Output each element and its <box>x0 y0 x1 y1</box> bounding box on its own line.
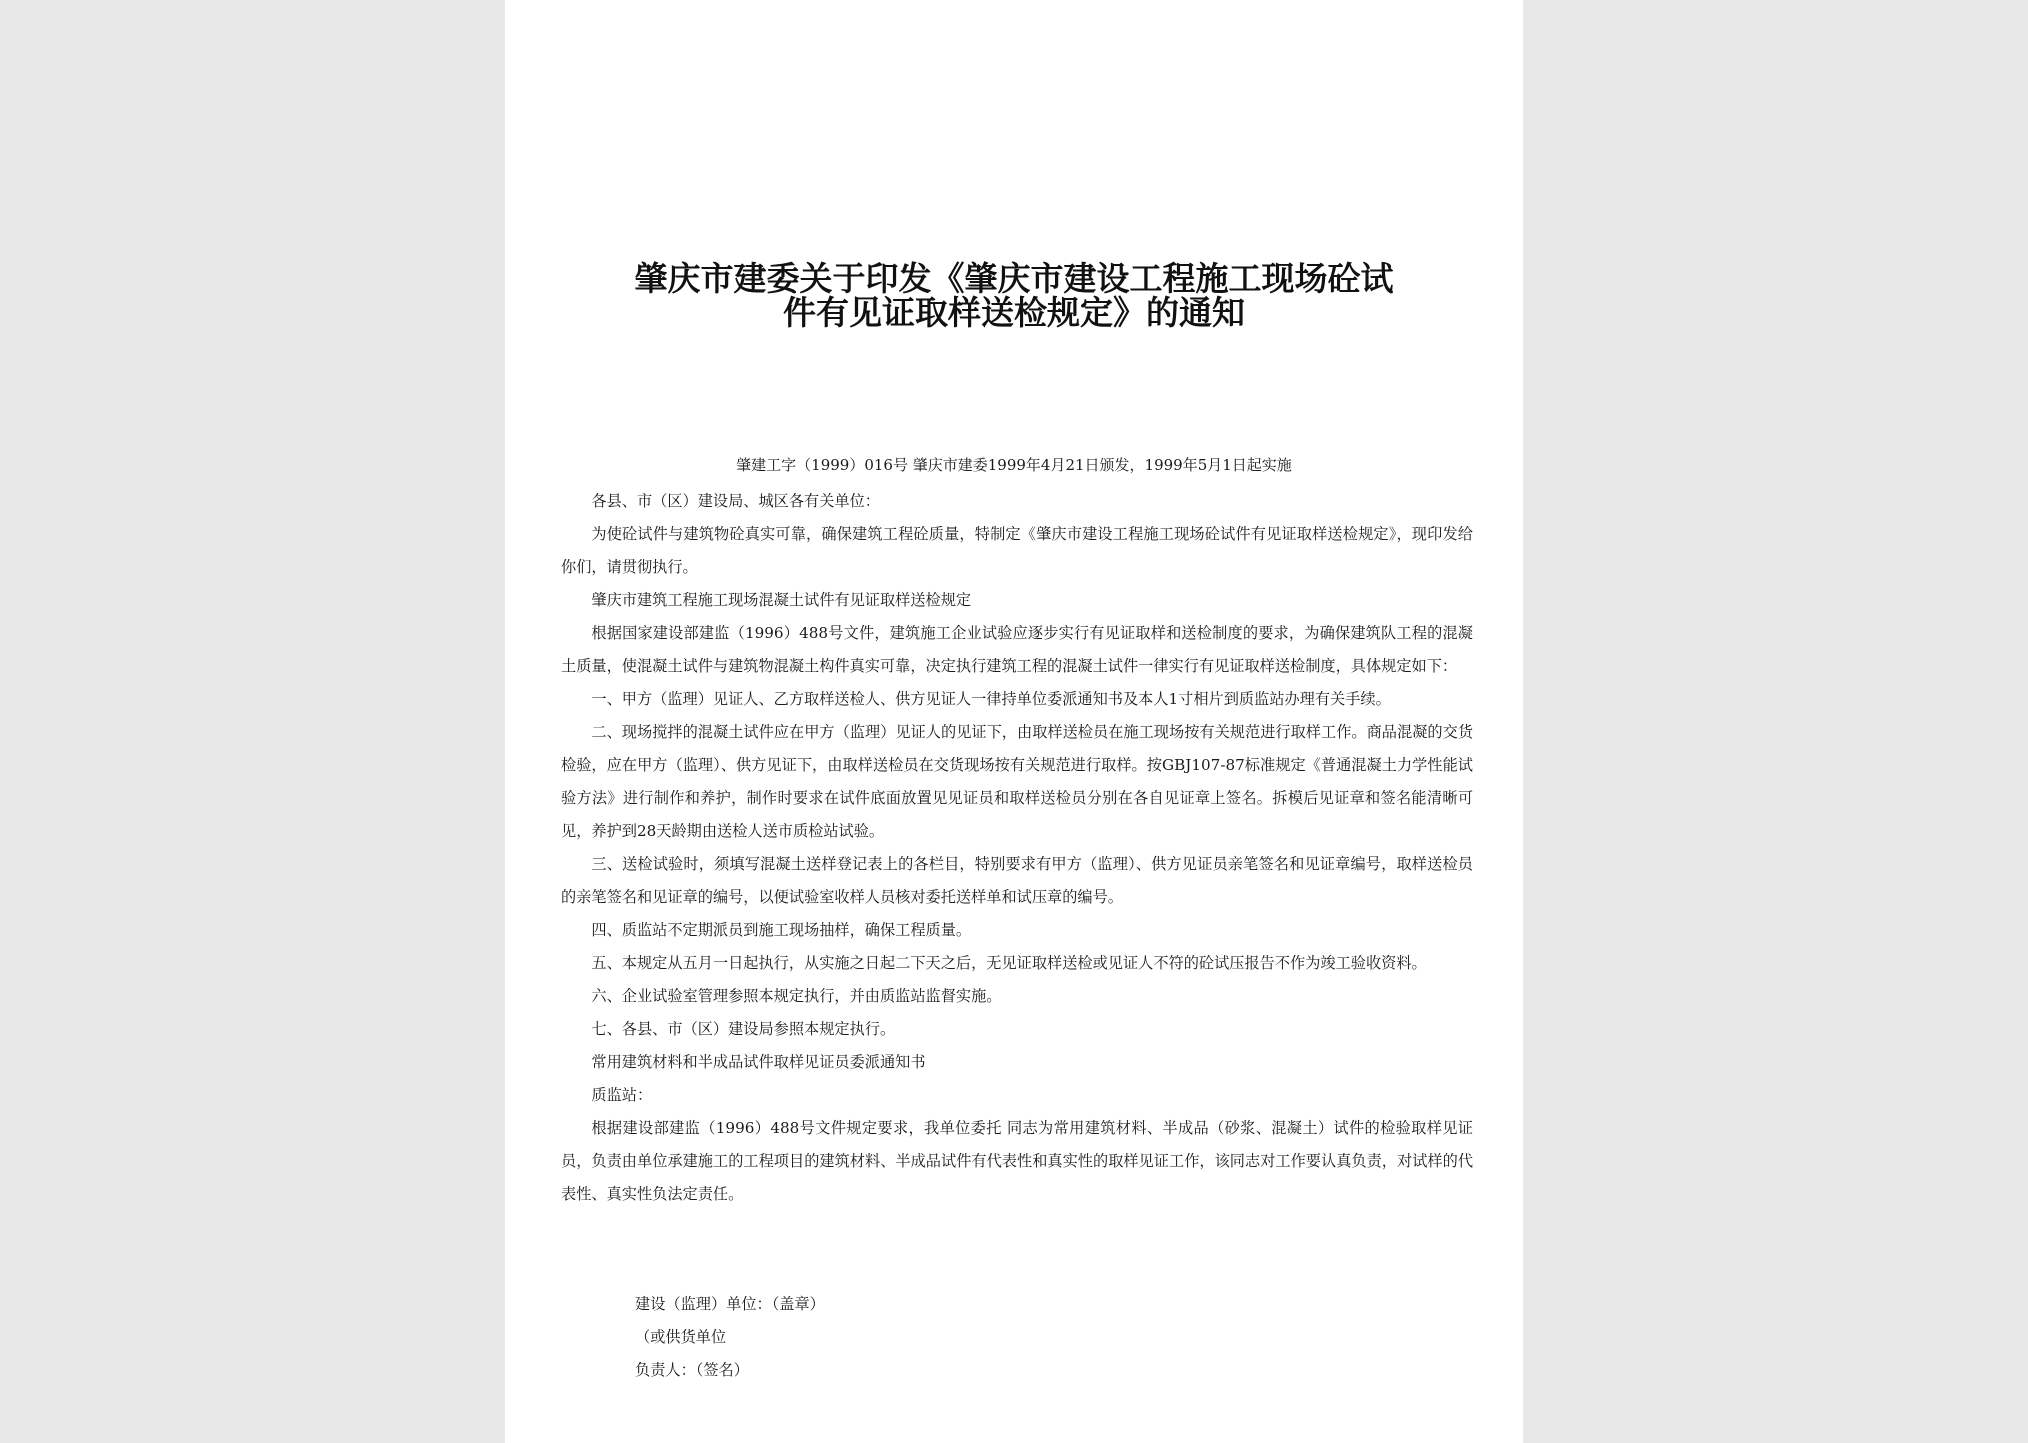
signature-responsible-line: 负责人：（签名） <box>635 1361 749 1379</box>
signature-unit-line: 建设（监理）单位：（盖章） <box>635 1295 825 1313</box>
title-line-2: 件有见证取样送检规定》的通知 <box>783 293 1245 332</box>
item-6: 六、企业试验室管理参照本规定执行，并由质监站监督实施。 <box>591 987 1002 1005</box>
form-title: 常用建筑材料和半成品试件取样见证员委派通知书 <box>591 1053 926 1071</box>
item-3: 三、送检试验时，须填写混凝土送样登记表上的各栏目，特别要求有甲方（监理）、供方见证员亲笔签名和见证章编号，取样送检员的亲笔签名和见证章的编号，以便试验室收样人员核对委托送样单和试压章的编号。 <box>561 855 1473 906</box>
issued-line: 肇建工字（1999）016号 肇庆市建委1999年4月21日颁发，1999年5月1日起实施 <box>736 456 1292 474</box>
signature-supplier-line: （或供货单位 <box>635 1328 727 1346</box>
item-5: 五、本规定从五月一日起执行，从实施之日起二下天之后，无见证取样送检或见证人不符的砼试压报告不作为竣工验收资料。 <box>591 954 1427 972</box>
form-body: 根据建设部建监（1996）488号文件规定要求，我单位委托 同志为常用建筑材料、半成品（砂浆、混凝土）试件的检验取样见证员，负责由单位承建施工的工程项目的建筑材料、半成品试件有代表性和真实性的取样见证工作，该同志对工作要认真负责，对试样的代表性、真实性负法定责任。 <box>561 1119 1473 1203</box>
document-title <box>505 259 1523 332</box>
document-body <box>561 485 1473 1211</box>
regulation-title: 肇庆市建筑工程施工现场混凝土试件有见证取样送检规定 <box>591 591 972 609</box>
item-2: 二、现场搅拌的混凝土试件应在甲方（监理）见证人的见证下，由取样送检员在施工现场按有关规范进行取样工作。商品混凝的交货检验，应在甲方（监理）、供方见证下，由取样送检员在交货现场按有关规范进行取样。按GBJ107-87标准规定《普通混凝土力学性能试验方法》进行制作和养护，制作时要求在试件底面放置见见证员和取样送检员分别在各自见证章上签名。拆模后见证章和签名能清晰可见，养护到28天龄期由送检人送市质检站试验。 <box>561 723 1473 840</box>
form-addressee: 质监站： <box>591 1086 653 1104</box>
regulation-intro: 根据国家建设部建监（1996）488号文件，建筑施工企业试验应逐步实行有见证取样和送检制度的要求，为确保建筑队工程的混凝土质量，使混凝土试件与建筑物混凝土构件真实可靠，决定执行建筑工程的混凝土试件一律实行有见证取样送检制度，具体规定如下： <box>561 624 1473 675</box>
intro-paragraph: 为使砼试件与建筑物砼真实可靠，确保建筑工程砼质量，特制定《肇庆市建设工程施工现场砼试件有见证取样送检规定》，现印发给你们，请贯彻执行。 <box>561 525 1473 576</box>
salutation: 各县、市（区）建设局、城区各有关单位： <box>591 492 880 510</box>
item-1: 一、甲方（监理）见证人、乙方取样送检人、供方见证人一律持单位委派通知书及本人1寸相片到质监站办理有关手续。 <box>591 690 1391 708</box>
title-line-1: 肇庆市建委关于印发《肇庆市建设工程施工现场砼试 <box>634 259 1394 298</box>
document-page <box>505 0 1523 1443</box>
item-7: 七、各县、市（区）建设局参照本规定执行。 <box>591 1020 896 1038</box>
item-4: 四、质监站不定期派员到施工现场抽样，确保工程质量。 <box>591 921 972 939</box>
